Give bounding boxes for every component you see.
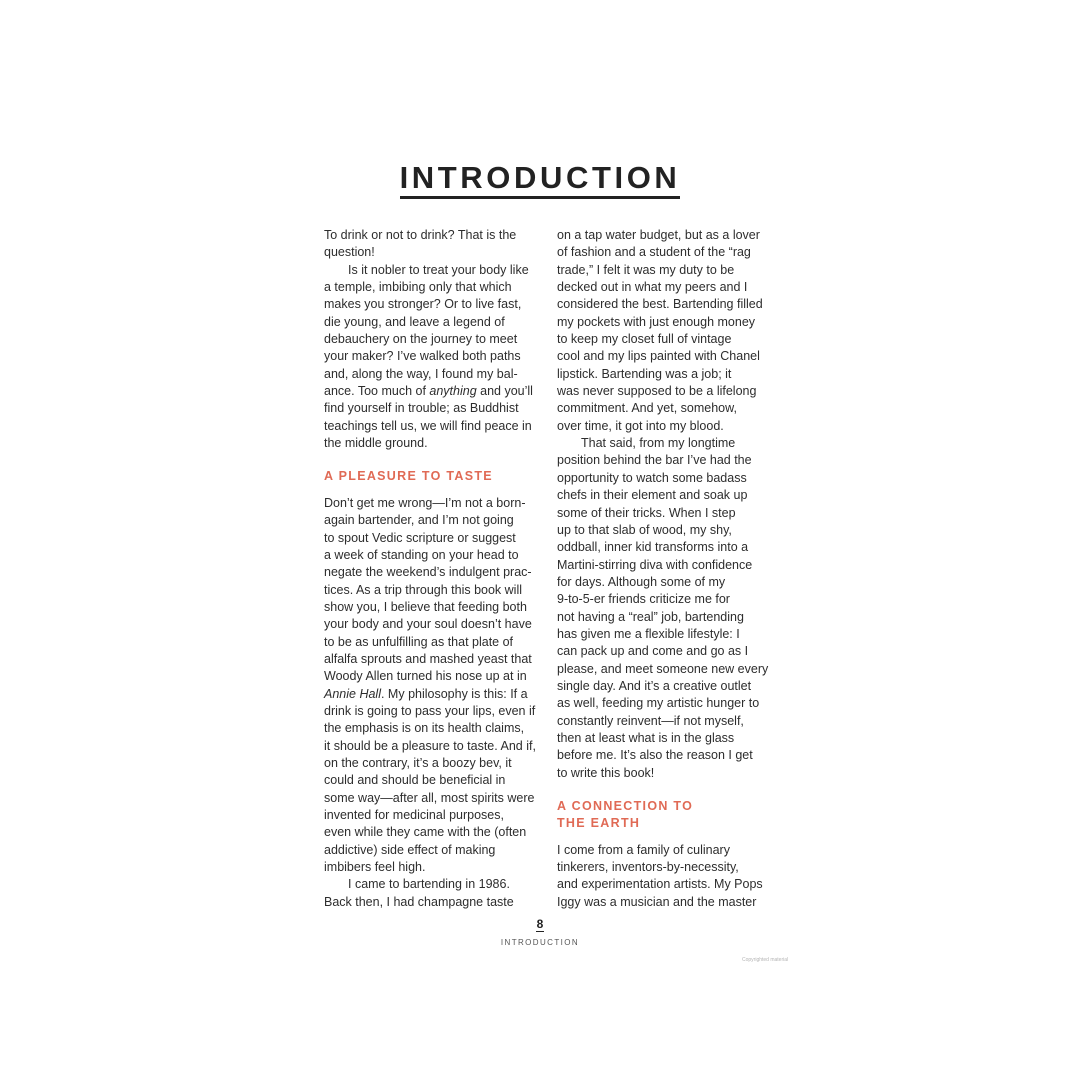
- text-line: to write this book!: [557, 765, 655, 780]
- text-line: question!: [324, 245, 375, 260]
- text-line: to be as unfulfilling as that plate of: [324, 634, 514, 649]
- text-line: please, and meet someone new every: [557, 661, 769, 676]
- text-line: your body and your soul doesn’t have: [324, 617, 532, 632]
- text-line: tices. As a trip through this book will: [324, 582, 523, 597]
- text-line: again bartender, and I’m not going: [324, 513, 514, 528]
- paragraph: [557, 842, 762, 911]
- paragraph: [324, 262, 533, 453]
- text-line: alfalfa sprouts and mashed yeast that: [324, 651, 532, 666]
- text-line: on the contrary, it’s a boozy bev, it: [324, 755, 512, 770]
- text-line: to keep my closet full of vintage: [557, 332, 732, 347]
- text-line: commitment. And yet, somehow,: [557, 401, 737, 416]
- text-line: decked out in what my peers and I: [557, 280, 748, 295]
- text-line: I come from a family of culinary: [557, 842, 730, 857]
- text-line: for days. Although some of my: [557, 574, 726, 589]
- page-title: INTRODUCTION: [0, 160, 1080, 196]
- right-column: [557, 227, 769, 911]
- text-line: and, along the way, I found my bal-: [324, 366, 518, 381]
- text-line: before me. It’s also the reason I get: [557, 748, 753, 763]
- text-line: debauchery on the journey to meet: [324, 332, 518, 347]
- text-line: can pack up and come and go as I: [557, 644, 749, 659]
- text-line: constantly reinvent—if not myself,: [557, 713, 744, 728]
- text-line: up to that slab of wood, my shy,: [557, 522, 732, 537]
- text-line: some of their tricks. When I step: [557, 505, 736, 520]
- text-line: was never supposed to be a lifelong: [557, 384, 757, 399]
- text-line: a temple, imbibing only that which: [324, 280, 512, 295]
- text-line: a week of standing on your head to: [324, 547, 519, 562]
- section-heading: A CONNECTION TO THE EARTH: [557, 799, 694, 831]
- text-line: lipstick. Bartending was a job; it: [557, 366, 732, 381]
- text-line: Annie Hall. My philosophy is this: If a: [324, 686, 528, 701]
- text-line: as well, feeding my artistic hunger to: [557, 696, 760, 711]
- text-line: my pockets with just enough money: [557, 314, 756, 329]
- text-line: find yourself in trouble; as Buddhist: [324, 401, 519, 416]
- text-line: the middle ground.: [324, 436, 428, 451]
- paragraph: [324, 876, 529, 911]
- text-line: Is it nobler to treat your body like: [348, 262, 529, 277]
- text-line: ance. Too much of anything and you’ll: [324, 384, 533, 399]
- text-line: Back then, I had champagne taste: [324, 894, 514, 909]
- copyright-notice: Copyrighted material: [742, 957, 789, 963]
- text-line: teachings tell us, we will find peace in: [324, 418, 532, 433]
- text-line: makes you stronger? Or to live fast,: [324, 297, 522, 312]
- text-line: Iggy was a musician and the master: [557, 894, 757, 909]
- text-line: to spout Vedic scripture or suggest: [324, 530, 516, 545]
- text-line: considered the best. Bartending filled: [557, 297, 763, 312]
- text-line: imbibers feel high.: [324, 860, 426, 875]
- text-line: That said, from my longtime: [581, 436, 736, 451]
- text-line: drink is going to pass your lips, even if: [324, 703, 536, 718]
- section-heading: A PLEASURE TO TASTE: [324, 469, 493, 484]
- text-line: even while they came with the (often: [324, 825, 527, 840]
- text-line: position behind the bar I’ve had the: [557, 453, 752, 468]
- text-line: and experimentation artists. My Pops: [557, 877, 763, 892]
- paragraph: [324, 227, 529, 262]
- paragraph: [557, 227, 762, 435]
- text-line: chefs in their element and soak up: [557, 488, 748, 503]
- text-line: it should be a pleasure to taste. And if,: [324, 738, 536, 753]
- text-line: tinkerers, inventors-by-necessity,: [557, 860, 739, 875]
- paragraph: [324, 495, 536, 877]
- text-line: oddball, inner kid transforms into a: [557, 540, 749, 555]
- text-line: show you, I believe that feeding both: [324, 599, 527, 614]
- text-line: addictive) side effect of making: [324, 842, 496, 857]
- page-number: 8: [536, 917, 544, 931]
- text-line: on a tap water budget, but as a lover: [557, 228, 760, 242]
- text-line: Martini-stirring diva with confidence: [557, 557, 753, 572]
- text-line: Don’t get me wrong—I’m not a born-: [324, 495, 526, 510]
- text-line: single day. And it’s a creative outlet: [557, 678, 752, 693]
- text-line: some way—after all, most spirits were: [324, 790, 535, 805]
- text-line: To drink or not to drink? That is the: [324, 228, 517, 242]
- text-line: die young, and leave a legend of: [324, 314, 505, 329]
- text-line: Woody Allen turned his nose up at in: [324, 669, 527, 684]
- running-head: INTRODUCTION: [500, 938, 580, 947]
- left-column: [324, 227, 536, 911]
- paragraph: [557, 435, 769, 782]
- text-line: then at least what is in the glass: [557, 730, 735, 745]
- text-line: has given me a flexible lifestyle: I: [557, 626, 740, 641]
- text-line: your maker? I’ve walked both paths: [324, 349, 521, 364]
- text-line: invented for medicinal purposes,: [324, 808, 504, 822]
- text-line: negate the weekend’s indulgent prac-: [324, 565, 532, 580]
- text-line: I came to bartending in 1986.: [348, 877, 510, 892]
- text-line: over time, it got into my blood.: [557, 418, 724, 433]
- text-line: not having a “real” job, bartending: [557, 609, 744, 624]
- text-line: cool and my lips painted with Chanel: [557, 349, 760, 364]
- text-line: could and should be beneficial in: [324, 773, 506, 788]
- text-line: the emphasis is on its health claims,: [324, 721, 525, 736]
- text-line: trade,” I felt it was my duty to be: [557, 262, 735, 277]
- text-line: 9-to-5-er friends criticize me for: [557, 592, 730, 607]
- text-line: of fashion and a student of the “rag: [557, 245, 751, 260]
- text-line: opportunity to watch some badass: [557, 470, 747, 485]
